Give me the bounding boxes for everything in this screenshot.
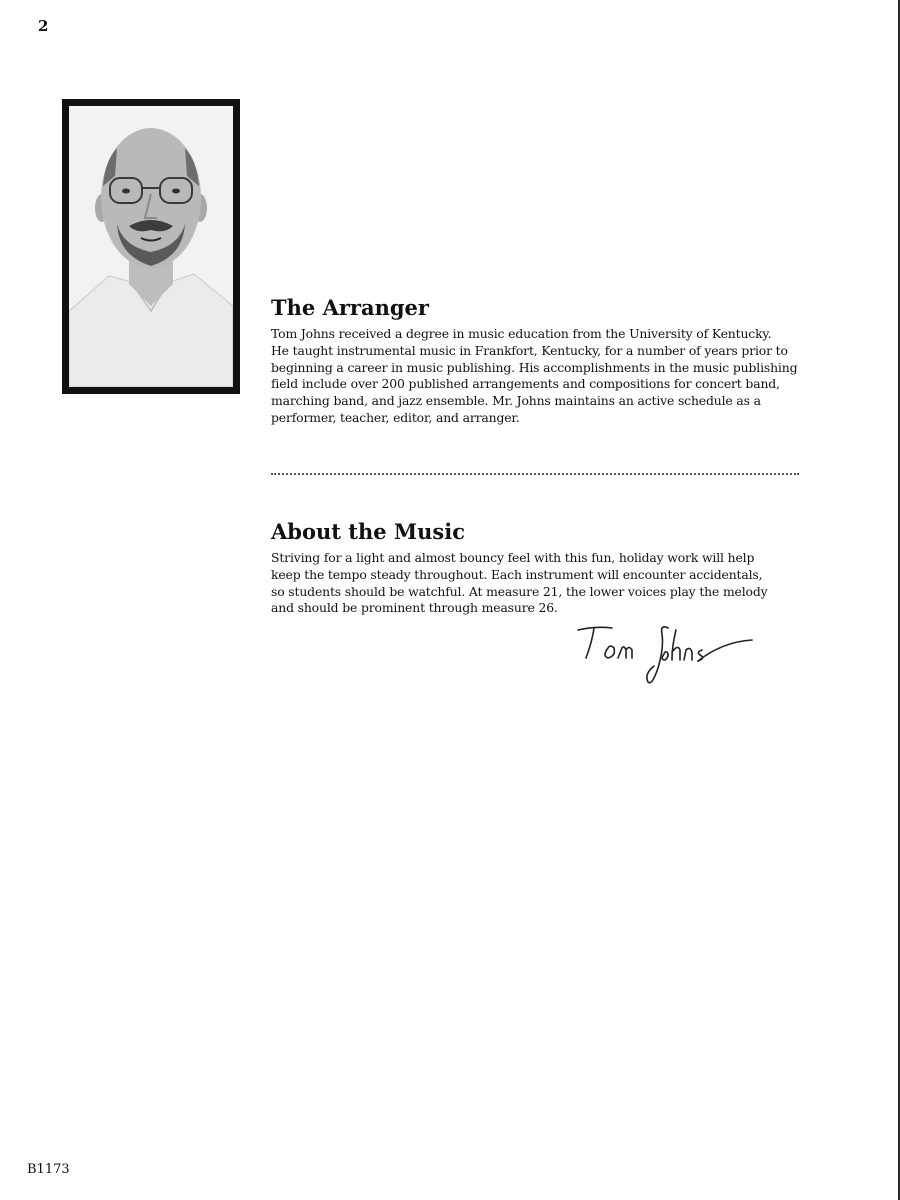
dotted-divider <box>271 473 799 475</box>
arranger-bio-line: Tom Johns received a degree in music education from the University of Kentucky. <box>271 326 772 341</box>
arranger-bio-line: He taught instrumental music in Frankfort, Kentucky, for a number of years prior to <box>271 342 788 358</box>
arranger-bio-line: performer, teacher, editor, and arranger. <box>271 409 520 425</box>
portrait-icon <box>69 106 233 387</box>
about-music-line: keep the tempo steady throughout. Each instrument will encounter accidentals, <box>271 566 763 582</box>
arranger-bio-line: beginning a career in music publishing. His accomplishments in the music publishing <box>271 359 798 375</box>
arranger-heading: The Arranger <box>271 295 429 320</box>
catalog-number: B1173 <box>27 1162 70 1177</box>
arranger-bio-line: marching band, and jazz ensemble. Mr. Johns maintains an active schedule as a <box>271 393 761 409</box>
arranger-bio-line: field include over 200 published arrangements and compositions for concert band, <box>271 376 780 392</box>
about-music-section <box>271 519 811 617</box>
signature-icon <box>572 612 762 692</box>
about-music-line: Striving for a light and almost bouncy feel with this fun, holiday work will help <box>271 550 755 565</box>
about-music-line: so students should be watchful. At measure 21, the lower voices play the melody <box>271 583 768 599</box>
arranger-bio <box>271 326 811 427</box>
page-number: 2 <box>38 17 49 35</box>
handwritten-signature <box>572 612 762 692</box>
about-music-text <box>271 550 811 617</box>
about-music-line: and should be prominent through measure 26. <box>271 600 558 616</box>
arranger-photo <box>62 99 240 394</box>
arranger-section <box>271 295 811 427</box>
about-music-heading: About the Music <box>271 519 466 544</box>
